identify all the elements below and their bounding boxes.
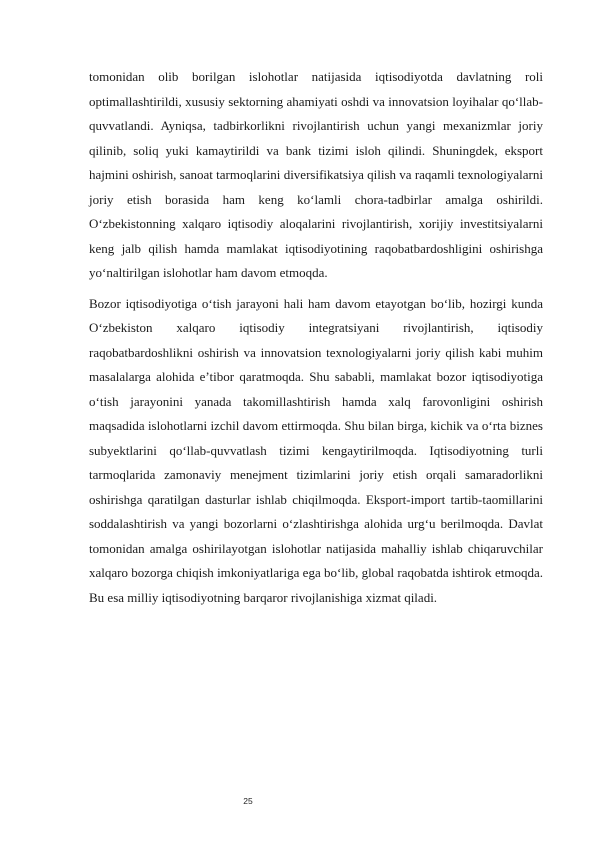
body-text [89, 65, 543, 610]
paragraph: tomonidan olib borilgan islohotlar natijasida iqtisodiyotda davlatning roli optimallashtirildi, xususiy sektorning ahamiyati oshdi va innovatsion loyihalar qo‘llab-quvvatlandi. Ayniqsa, tadbirkorlikni rivojlantirish uchun yangi mexanizmlar joriy qilinib, soliq yuki kamaytirildi va bank tizimi isloh qilindi. Shuningdek, eksport hajmini oshirish, sanoat tarmoqlarini diversifikatsiya qilish va raqamli texnologiyalarni joriy etish borasida ham keng ko‘lamli chora-tadbirlar amalga oshirildi. O‘zbekistonning xalqaro iqtisodiy aloqalarini rivojlantirish, xorijiy investitsiyalarni keng jalb qilish hamda mamlakat iqtisodiyotining raqobatbardoshligini oshirishga yo‘naltirilgan islohotlar ham davom etmoqda. [89, 69, 543, 280]
page-number: 25 [243, 796, 253, 806]
paragraph: Bozor iqtisodiyotiga o‘tish jarayoni hali ham davom etayotgan bo‘lib, hozirgi kunda O‘zbekiston xalqaro iqtisodiy integratsiyani rivojlantirish, iqtisodiy raqobatbardoshlikni oshirish va innovatsion texnologiyalarni joriy qilish kabi muhim masalalarga alohida e’tibor qaratmoqda. Shu sababli, mamlakat bozor iqtisodiyotiga o‘tish jarayonini yanada takomillashtirish hamda xalq farovonligini oshirish maqsadida islohotlarni izchil davom ettirmoqda. Shu bilan birga, kichik va o‘rta biznes subyektlarini qo‘llab-quvvatlash tizimi kengaytirilmoqda. Iqtisodiyotning turli tarmoqlarida zamonaviy menejment tizimlarini joriy etish orqali samaradorlikni oshirishga qaratilgan dasturlar ishlab chiqilmoqda. Eksport-import tartib-taomillarini soddalashtirish va yangi bozorlarni o‘zlashtirishga alohida urg‘u berilmoqda. Davlat tomonidan amalga oshirilayotgan islohotlar natijasida mahalliy ishlab chiqaruvchilar xalqaro bozorga chiqish imkoniyatlariga ega bo‘lib, global raqobatda ishtirok etmoqda. Bu esa milliy iqtisodiyotning barqaror rivojlanishiga xizmat qiladi. [89, 295, 543, 605]
